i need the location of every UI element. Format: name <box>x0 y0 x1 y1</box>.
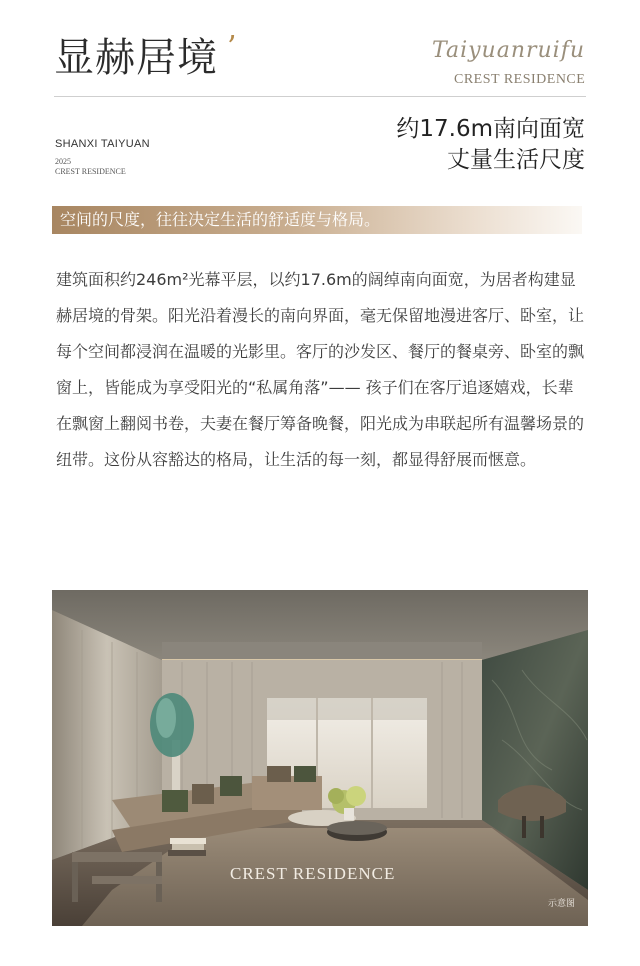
body-paragraph: 建筑面积约246m²光幕平层，以约17.6m的阔绰南向面宽，为居者构建显赫居境的骨架。阳光沿着漫长的南向界面，毫无保留地漫进客厅、卧室，让每个空间都浸润在温暖的光影里。客厅的沙发区、餐厅的餐桌旁、卧室的飘窗上，皆能成为享受阳光的“私属角落”—— 孩子们在客厅追逐嬉戏，长辈在飘窗上翻阅书卷，夫妻在餐厅筹备晚餐，阳光成为串联起所有温馨场景的纽带。这份从容豁达的格局，让生活的每一刻，都显得舒展而惬意。 <box>56 270 585 469</box>
year-label: 2025 <box>55 157 71 166</box>
region-label: SHANXI TAIYUAN <box>55 138 150 150</box>
photo-disclaimer: 示意图 <box>548 899 576 909</box>
headline <box>396 114 585 176</box>
headline-line-1: 约17.6m南向面宽 <box>396 116 585 142</box>
title-accent-mark: ’ <box>227 30 237 65</box>
brand-script-logo: Taiyuanruifu <box>432 38 586 63</box>
brand-small-label: CREST RESIDENCE <box>55 167 126 176</box>
band-caption: 空间的尺度，往往决定生活的舒适度与格局。 <box>60 210 381 229</box>
headline-line-2: 丈量生活尺度 <box>447 147 585 173</box>
brand-logo-name: CREST RESIDENCE <box>454 72 586 87</box>
header-divider <box>54 96 586 97</box>
page-title: 显赫居境 <box>54 35 218 81</box>
photo-watermark: CREST RESIDENCE <box>230 864 396 883</box>
